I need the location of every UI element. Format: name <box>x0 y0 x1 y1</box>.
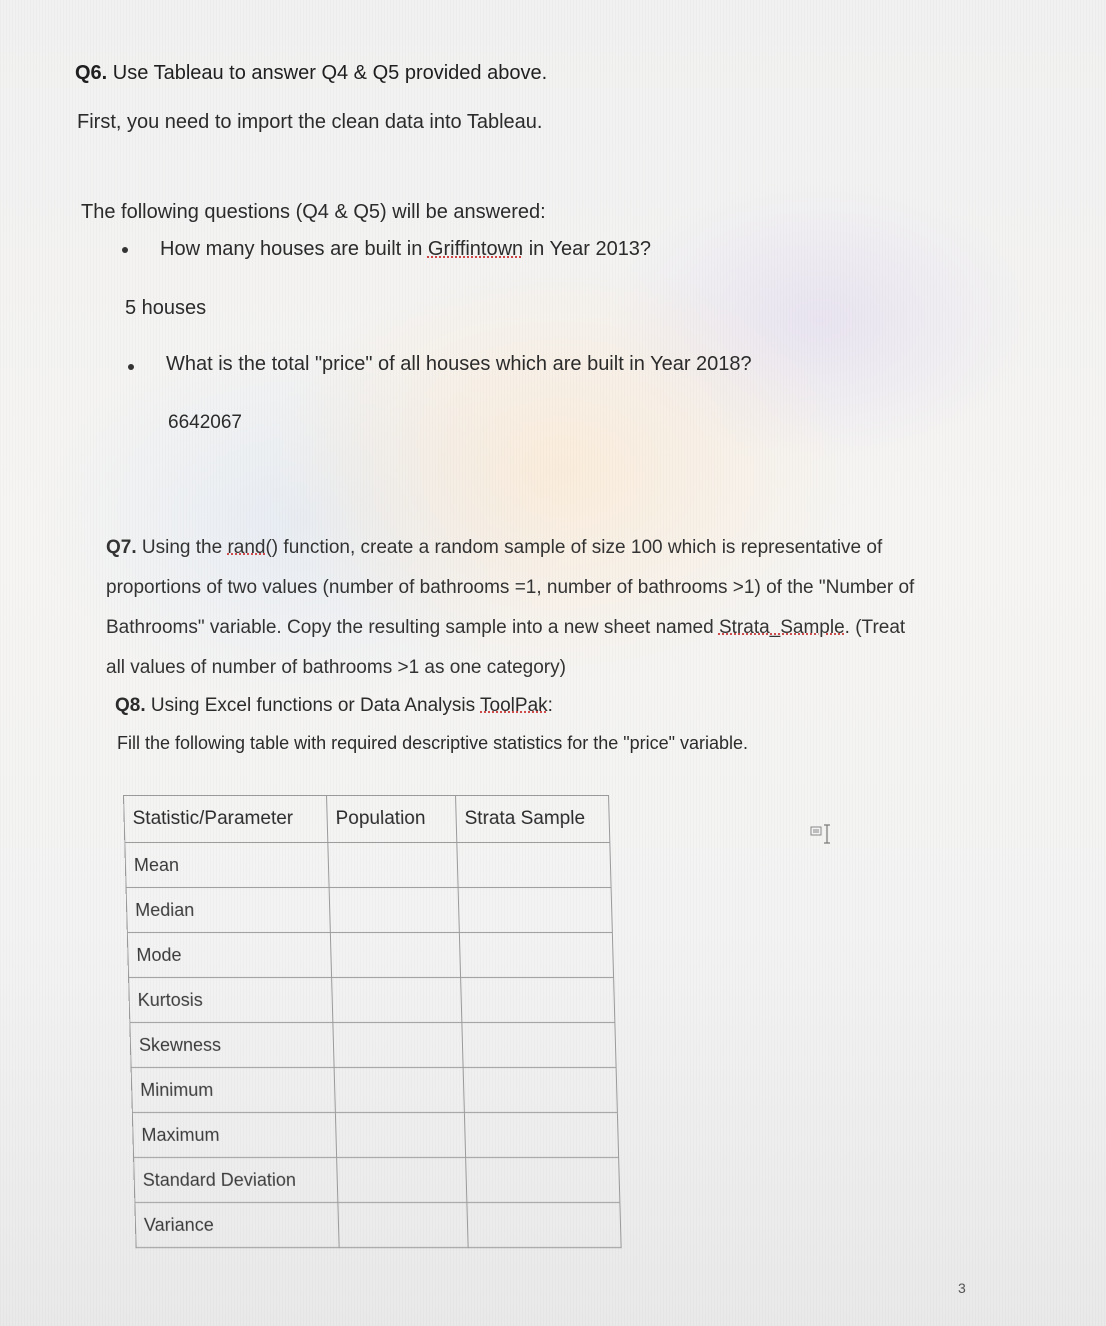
q8-label: Q8. <box>115 695 146 716</box>
table-row <box>126 888 612 933</box>
q7-rand-fn: rand() <box>227 537 279 558</box>
bullet-icon <box>122 247 128 253</box>
table-row <box>125 843 611 888</box>
q7-line3-post: . (Treat <box>844 617 906 638</box>
population-cell[interactable] <box>330 933 460 978</box>
row-label: Maximum <box>132 1113 336 1158</box>
strata-cell[interactable] <box>466 1158 620 1203</box>
q7-line4-text: all values of number of bathrooms >1 as one category) <box>106 657 566 678</box>
text-cursor-icon <box>810 823 834 848</box>
q6-heading <box>75 62 547 85</box>
q7-line3-pre: Bathrooms" variable. Copy the resulting sample into a new sheet named <box>106 617 719 638</box>
q6-label: Q6. <box>75 62 108 84</box>
population-cell[interactable] <box>333 1023 463 1068</box>
page-number: 3 <box>958 1280 966 1296</box>
q7-line1-pre: Using the <box>136 537 228 558</box>
strata-cell[interactable] <box>462 1023 616 1068</box>
population-cell[interactable] <box>329 888 459 933</box>
q7-line-4 <box>106 648 1034 688</box>
q5-question: What is the total "price" of all houses which are built in Year 2018? <box>166 353 752 375</box>
q8-heading <box>115 695 553 717</box>
population-cell[interactable] <box>332 978 462 1023</box>
strata-cell[interactable] <box>457 843 611 888</box>
population-cell[interactable] <box>328 843 458 888</box>
table-row <box>131 1068 617 1113</box>
strata-cell[interactable] <box>464 1113 618 1158</box>
q8-toolpak: ToolPak <box>480 695 548 716</box>
strata-cell[interactable] <box>463 1068 617 1113</box>
table-row <box>129 978 615 1023</box>
q8-title-pre: Using Excel functions or Data Analysis <box>145 695 481 716</box>
row-label: Standard Deviation <box>134 1158 338 1203</box>
table-row <box>127 933 613 978</box>
q4-question <box>160 238 651 261</box>
bullet-icon <box>128 364 134 370</box>
q6-title: Use Tableau to answer Q4 & Q5 provided above. <box>107 62 548 84</box>
header-strata-sample: Strata Sample <box>456 796 610 843</box>
row-label: Kurtosis <box>129 978 333 1023</box>
q7-sheet-name: Strata_Sample <box>718 617 845 638</box>
row-label: Mean <box>125 843 329 888</box>
table-row <box>130 1023 616 1068</box>
strata-cell[interactable] <box>461 978 615 1023</box>
q4-question-post: in Year 2013? <box>523 238 652 260</box>
population-cell[interactable] <box>334 1068 464 1113</box>
header-statistic: Statistic/Parameter <box>124 796 328 843</box>
q4-question-pre: How many houses are built in <box>160 238 428 260</box>
q7-line-3 <box>106 608 1034 648</box>
q7-line-2 <box>106 568 1034 608</box>
q7-line2-text: proportions of two values (number of bathrooms =1, number of bathrooms >1) of the "Number of <box>106 577 915 598</box>
q7-line1-post: function, create a random sample of size 100 which is representative of <box>278 537 883 558</box>
population-cell[interactable] <box>335 1113 465 1158</box>
strata-cell[interactable] <box>467 1203 621 1248</box>
row-label: Median <box>126 888 330 933</box>
q8-title-post: : <box>547 695 553 716</box>
q7-block <box>106 528 1034 688</box>
table-row <box>132 1113 618 1158</box>
row-label: Skewness <box>130 1023 334 1068</box>
q4-place: Griffintown <box>427 238 524 260</box>
q6-subtitle: First, you need to import the clean data into Tableau. <box>77 111 543 133</box>
row-label: Mode <box>127 933 331 978</box>
row-label: Variance <box>135 1203 339 1248</box>
q7-label: Q7. <box>106 537 137 558</box>
q4-answer: 5 houses <box>125 297 207 319</box>
strata-cell[interactable] <box>458 888 612 933</box>
q5-answer: 6642067 <box>168 412 242 433</box>
table-row <box>134 1158 620 1203</box>
table-row <box>135 1203 621 1248</box>
header-population: Population <box>327 796 457 843</box>
strata-cell[interactable] <box>459 933 613 978</box>
q7-line-1 <box>106 528 1034 568</box>
population-cell[interactable] <box>338 1203 468 1248</box>
population-cell[interactable] <box>337 1158 467 1203</box>
stats-table <box>123 795 622 1248</box>
table-header-row <box>124 796 610 843</box>
row-label: Minimum <box>131 1068 335 1113</box>
q8-instruction: Fill the following table with required descriptive statistics for the "price" variable. <box>117 733 749 753</box>
intro-text: The following questions (Q4 & Q5) will be answered: <box>81 201 546 223</box>
